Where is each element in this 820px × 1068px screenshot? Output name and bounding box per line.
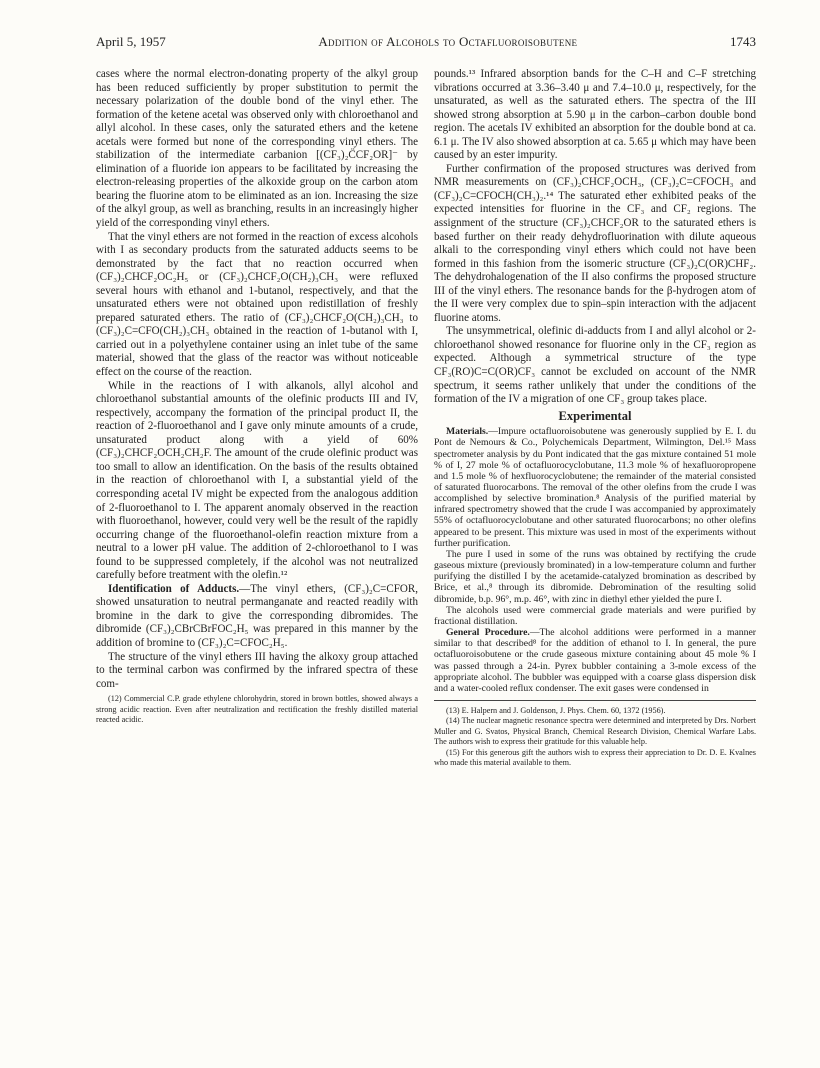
identification-text: —The vinyl ethers, (CF₃)₂C=CFOR, showed unsaturation to neutral permanganate and reacted readily with bromine in the dark to give the corresponding dibromides. The dibromide (CF₃)₂CBrCBrFOC₂H₅ was prepared in this manner by the addition of bromine to (CF₃)₂C=CFOC₂H₅.: [96, 582, 418, 649]
header-date: April 5, 1957: [96, 34, 166, 49]
experimental-section: [434, 426, 756, 694]
right-paragraph-1: pounds.¹³ Infrared absorption bands for the C–H and C–F stretching vibrations occurred at 3.36–3.40 μ and 7.4–10.0 μ, respectively, for the unsaturated, as well as the saturated ethers. The spectra of the III showed strong absorption at 5.90 μ in the carbon–carbon double bond region. The acetals IV exhibited an absorption for the double bond at ca. 6.1 μ. The IV also showed absorption at ca. 5.65 μ which may have been caused by an ester impurity.: [434, 68, 756, 162]
materials-heading: Materials.: [446, 426, 489, 438]
procedure-paragraph: [434, 627, 756, 694]
left-paragraph-1: cases where the normal electron-donating property of the alkyl group has been reduced sufficiently by proper substitution to permit the necessary polarization of the double bond of the vinyl ether. The formation of the ketene acetal was observed only with chloroethanol and allyl alcohol. In these cases, only the saturated ethers and the ketene acetals were formed but none of the corresponding vinyl ethers. The stabilization of the intermediate carbanion [(CF₃)₂C̈CF₂OR]⁻ by elimination of a fluoride ion appears to be facilitated by increasing the electron-releasing properties of the alkoxide group on the carbon atom bearing the fluorine atom to be eliminated as an ion. Increasing the size of the alkyl group, as well as branching, results in an increasingly higher yield of the corresponding vinyl ethers.: [96, 68, 418, 230]
materials-text: —Impure octafluoroisobutene was generously supplied by E. I. du Pont de Nemours & Co., Polychemicals Department, Wilmington, Del.¹⁵ Mass spectrometer analysis by du Pont indicated that the gas mixture contained 51 mole % of I, 27 mole % of octafluorocyclobutane, 11.3 mole % of hexafluoropropene and 1.5 mole % of hexfluorocyclobutene; the remainder of the material consisted of saturated fluorocarbons. The removal of the other olefins from the crude I was accomplished by selective bromination.⁸ Analysis of the purified material by infrared spectrometry showed that the crude I was accompanied by approximately 55% of octafluorocyclobutane and other saturated fluorocarbons; no other olefins appeared to be present. This mixture was used in most of the experiments without further purification.: [434, 426, 756, 549]
right-column: [434, 68, 756, 768]
footnote-13: (13) E. Halpern and J. Goldenson, J. Phys. Chem. 60, 1372 (1956).: [446, 705, 666, 715]
experimental-heading: Experimental: [558, 408, 632, 423]
left-paragraph-3: While in the reactions of I with alkanols, allyl alcohol and chloroethanol substantial amounts of the olefinic products III and IV, respectively, accompany the formation of the principal product II, the reaction of 2-fluoroethanol and I gave only minute amounts of a crude, unsaturated product along with a yield of 60% (CF₃)₂CHCF₂OCH₂CH₂F. The amount of the crude olefinic product was too small to allow an identification. On the basis of the results obtained in the reaction of chloroethanol with I, a substantial yield of the corresponding acetal IV might be expected from the analogous addition of 2-fluoroethanol to I. The apparent anomaly observed in the reaction with fluoroethanol, however, could very well be the result of the rapidly occurring change of the fluoroethanol-olefin reaction mixture from a neutral to a lower pH value. The addition of 2-chloroethanol to I was found to be suppressed completely, if the alcohol was not neutralized carefully before treatment with the olefin.¹²: [96, 379, 418, 582]
left-paragraph-2: That the vinyl ethers are not formed in the reaction of excess alcohols with I as secondary products from the saturated adducts seems to be demonstrated by the fact that no reaction occurred when (CF₃)₂CHCF₂OC₂H₅ or (CF₃)₂CHCF₂O(CH₂)₃CH₃ were refluxed several hours with ethanol and 1-butanol, respectively, and that the unsaturated ethers were not obtained upon redistillation of freshly prepared saturated ethers. The ratio of (CF₃)₂CHCF₂O(CH₂)₃CH₃ to (CF₃)₂C=CFO(CH₂)₃CH₃ obtained in the reaction of 1-butanol with I, carried out in a polyethylene container using an inlet tube of the same material, showed that the glass of the reactor was without noticeable effect on the course of the reaction.: [96, 230, 418, 379]
two-column-body: [96, 68, 756, 768]
left-paragraph-4: [96, 583, 418, 651]
footnote-15: (15) For this generous gift the authors wish to express their appreciation to Dr. D. E. Kvalnes who made this material available to them.: [434, 747, 756, 767]
right-paragraph-2: Further confirmation of the proposed structures was derived from NMR measurements on (CF₃)₂CHCF₂OCH₃, (CF₃)₂C=CFOCH₃ and (CF₃)₂C=CFOCH(CH₃)₂.¹⁴ The saturated ether exhibited peaks of the expected intensities for fluorine in the CF₃ and CF₂ regions. The assignment of the structure (CF₃)₂CHCF₂OR to the saturated ethers is based further on their ready dehydrofluorination with dilute aqueous alkali to the corresponding vinyl ethers which could not have been formed in this fashion from the isomeric structure (CF₃)₂C(OR)CHF₂. The dehydrohalogenation of the II also confirms the proposed structure III of the vinyl ethers. The resonance bands for the β-hydrogen atom of the II were very complex due to spin–spin interaction with the adjacent fluorine atoms.: [434, 162, 756, 324]
right-paragraph-3: The unsymmetrical, olefinic di-adducts from I and allyl alcohol or 2-chloroethanol showed resonance for fluorine only in the CF₃ region as expected. Although a symmetrical structure of the type CF₃(RO)C=C(OR)CF₃ cannot be excluded on account of the NMR spectrum, it seems rather unlikely that under the conditions of the formation of the IV a migration of one CF₃ group takes place.: [434, 325, 756, 406]
footnote-divider: [434, 700, 756, 701]
header-title: Addition of Alcohols to Octafluoroisobutene: [318, 34, 578, 49]
header-page-number: 1743: [729, 34, 756, 49]
right-footnotes: [434, 706, 756, 768]
identification-heading: Identification of Adducts.: [108, 582, 240, 595]
left-footnotes: [96, 694, 418, 725]
footnote-14: (14) The nuclear magnetic resonance spectra were determined and interpreted by Drs. Norbert Muller and G. Svatos, Physical Branch, Chemical Research Division, Chemical Warfare Labs. The authors wish to express their gratitude for this valuable help.: [434, 716, 756, 747]
procedure-heading: General Procedure.: [446, 627, 530, 639]
left-paragraph-5: The structure of the vinyl ethers III having the alkoxy group attached to the terminal carbon was confirmed by the infrared spectra of these com-: [96, 650, 418, 690]
left-column: [96, 68, 418, 768]
procedure-text: —The alcohol additions were performed in a manner similar to that described⁸ for the addition of ethanol to I. In general, the pure octafluoroisobutene or the crude gaseous mixture containing about 45 mole % I was passed through a 24-in. Pyrex bubbler containing a 3-mole excess of the appropriate alcohol. The bubbler was equipped with a coarse glass dispersion disk and a water-cooled reflux condenser. The exit gases were condensed in: [434, 627, 756, 694]
running-header: [96, 34, 756, 56]
footnote-12: (12) Commercial C.P. grade ethylene chlorohydrin, stored in brown bottles, showed always a strong acidic reaction. Even after neutralization and rectification the freshly distilled material reacted acidic.: [96, 694, 418, 724]
materials-paragraph: [434, 426, 756, 549]
purification-paragraph: The pure I used in some of the runs was obtained by rectifying the crude gaseous mixture (previously brominated) in a low-temperature column and further purifying the distilled I by the acetamide-catalyzed bromination as described by Brice, et al.,⁸ through its dibromide. Debromination of the resulting solid dibromide, b.p. 96°, m.p. 46°, with zinc in diethyl ether yielded the pure I.: [434, 548, 756, 605]
alcohols-paragraph: The alcohols used were commercial grade materials and were purified by fractional distillation.: [434, 604, 756, 627]
